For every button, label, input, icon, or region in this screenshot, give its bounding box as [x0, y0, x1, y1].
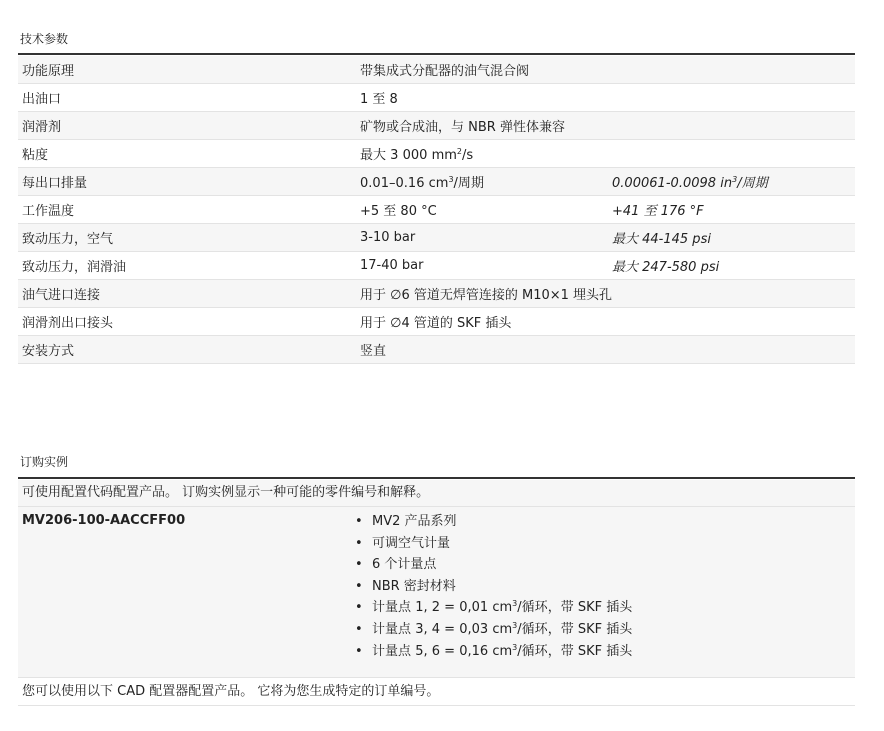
spec-value: 用于 ∅6 管道无焊管连接的 M10×1 埋头孔: [356, 280, 855, 308]
spec-imperial: 0.00061-0.0098 $in^3/$周期: [608, 168, 855, 196]
table-row: [18, 252, 855, 280]
spec-value: 矿物或合成油，与 NBR 弹性体兼容: [356, 112, 608, 140]
spec-label: 粘度: [18, 140, 356, 168]
spec-value: 竖直: [356, 336, 855, 364]
list-item: • 6 个计量点: [355, 554, 632, 576]
list-item: • 可调空气计量: [355, 533, 632, 555]
spec-imperial: [608, 112, 855, 140]
spec-label: 工作温度: [18, 196, 356, 224]
spec-value: 17-40 bar: [356, 252, 608, 280]
spec-value: 1 至 8: [356, 84, 608, 112]
list-item: • MV2 产品系列: [355, 511, 632, 533]
order-intro-text: 可使用配置代码配置产品。 订购实例显示一种可能的零件编号和解释。: [18, 480, 855, 507]
order-example: [18, 480, 855, 706]
specs-table: [18, 56, 855, 364]
table-row: [18, 224, 855, 252]
spec-value: 带集成式分配器的油气混合阀: [356, 56, 608, 84]
spec-imperial: [608, 84, 855, 112]
table-row: [18, 280, 855, 308]
specs-section-title: 技术参数: [20, 32, 69, 46]
spec-imperial: +41 至 176 °F: [608, 196, 855, 224]
spec-label: 润滑剂出口接头: [18, 308, 356, 336]
list-item: • 计量点 5, 6 = 0,16 $cm^3/$循环，带 SKF 插头: [355, 641, 632, 663]
order-example-body: [18, 507, 855, 678]
spec-label: 润滑剂: [18, 112, 356, 140]
spec-imperial: 最大 247-580 psi: [608, 252, 855, 280]
spec-value: 最大 3 000 $mm^2/s$: [356, 140, 608, 168]
table-row: [18, 56, 855, 84]
spec-label: 功能原理: [18, 56, 356, 84]
specs-divider: [18, 53, 855, 55]
table-row: [18, 196, 855, 224]
spec-imperial: [608, 56, 855, 84]
spec-imperial: 最大 44-145 psi: [608, 224, 855, 252]
order-code: MV206-100-AACCFF00: [22, 513, 186, 528]
table-row: [18, 84, 855, 112]
spec-label: 致动压力，润滑油: [18, 252, 356, 280]
spec-label: 安装方式: [18, 336, 356, 364]
order-section-title: 订购实例: [20, 455, 69, 469]
spec-label: 出油口: [18, 84, 356, 112]
spec-value: +5 至 80 °C: [356, 196, 608, 224]
table-row: [18, 308, 855, 336]
spec-value: 用于 ∅4 管道的 SKF 插头: [356, 308, 855, 336]
table-row: [18, 140, 855, 168]
table-row: [18, 336, 855, 364]
order-divider: [18, 477, 855, 479]
spec-label: 油气进口连接: [18, 280, 356, 308]
spec-value: 0.01–0.16 $cm^3/$周期: [356, 168, 608, 196]
spec-imperial: [608, 140, 855, 168]
table-row: [18, 112, 855, 140]
table-row: [18, 168, 855, 196]
order-explanation-list: [355, 511, 632, 662]
spec-label: 致动压力，空气: [18, 224, 356, 252]
spec-label: 每出口排量: [18, 168, 356, 196]
list-item: • 计量点 3, 4 = 0,03 $cm^3/$循环，带 SKF 插头: [355, 619, 632, 641]
list-item: • 计量点 1, 2 = 0,01 $cm^3/$循环，带 SKF 插头: [355, 597, 632, 619]
spec-value: 3-10 bar: [356, 224, 608, 252]
cad-configurator-note: 您可以使用以下 CAD 配置器配置产品。 它将为您生成特定的订单编号。: [18, 678, 855, 706]
list-item: • NBR 密封材料: [355, 576, 632, 598]
